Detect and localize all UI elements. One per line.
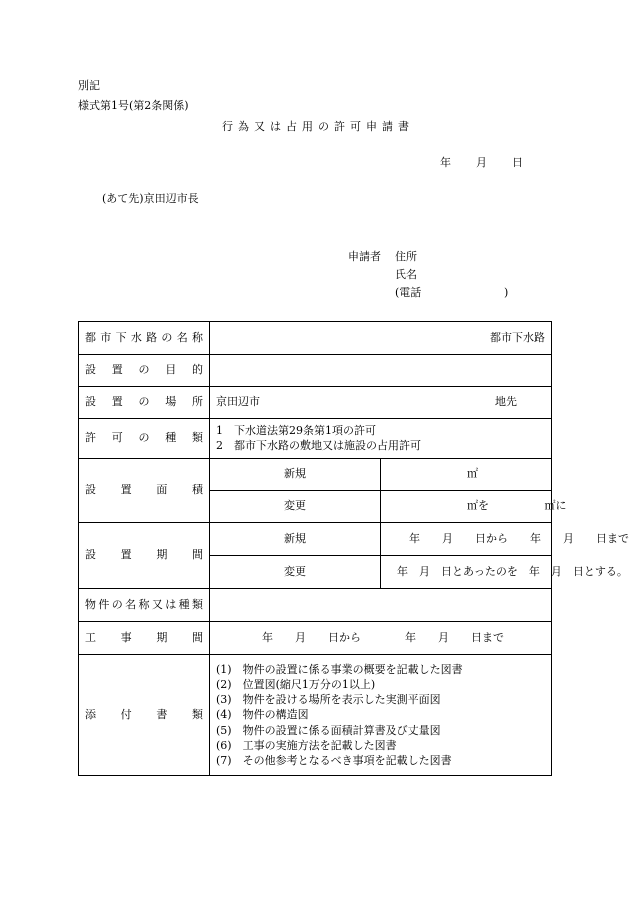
attachment-item: (1) 物件の設置に係る事業の概要を記載した図書 bbox=[216, 662, 463, 676]
attachment-item: (6) 工事の実施方法を記載した図書 bbox=[216, 738, 397, 752]
label-char: 市 bbox=[100, 330, 112, 344]
permit-type-label bbox=[79, 419, 210, 459]
applicant-address-label: 住所 bbox=[395, 250, 417, 263]
construction-label bbox=[79, 622, 210, 655]
label-char: 期 bbox=[156, 548, 168, 562]
label-char: 下 bbox=[115, 330, 127, 344]
label-char: 置 bbox=[120, 483, 132, 497]
label-char: 置 bbox=[111, 395, 123, 409]
row-construction bbox=[79, 622, 552, 655]
row-area-new bbox=[79, 459, 552, 491]
area-label bbox=[79, 459, 210, 523]
period-change-text: 年 月 日とあったのを 年 月 日とする。 bbox=[397, 564, 628, 578]
label-char: 水 bbox=[130, 330, 142, 344]
area-new-label: 新規 bbox=[210, 459, 381, 491]
area-new-value[interactable] bbox=[381, 459, 552, 491]
label-char: の bbox=[161, 330, 173, 344]
sewer-name-label bbox=[79, 322, 210, 355]
area-new-unit: ㎡ bbox=[467, 467, 478, 481]
label-char: 所 bbox=[192, 395, 203, 409]
label-char: は bbox=[165, 597, 177, 611]
date-year: 年 bbox=[440, 156, 451, 169]
label-char: 置 bbox=[111, 363, 123, 377]
label-char: 積 bbox=[191, 483, 203, 497]
label-char: 設 bbox=[85, 395, 96, 409]
date-month: 月 bbox=[476, 156, 487, 169]
label-char: 物 bbox=[85, 597, 96, 611]
permit-type-item-2: 2 都市下水路の敷地又は施設の占用許可 bbox=[216, 438, 421, 452]
object-label bbox=[79, 589, 210, 622]
sewer-name-value[interactable]: 都市下水路 bbox=[210, 322, 552, 355]
label-char: の bbox=[138, 363, 150, 377]
location-value[interactable] bbox=[210, 387, 552, 419]
label-char: 添 bbox=[85, 707, 96, 721]
label-char: 可 bbox=[111, 431, 123, 445]
label-char: 場 bbox=[165, 395, 177, 409]
label-char: 間 bbox=[191, 548, 203, 562]
attachment-item: (3) 物件を設ける場所を表示した実測平面図 bbox=[216, 693, 441, 707]
area-change-value[interactable] bbox=[381, 491, 567, 523]
applicant-phone-open: (電話 bbox=[395, 286, 422, 299]
row-location bbox=[79, 387, 552, 419]
label-char: 件 bbox=[98, 597, 110, 611]
attachments-label bbox=[79, 655, 210, 776]
attachment-item: (4) 物件の構造図 bbox=[216, 708, 309, 722]
label-char: の bbox=[138, 431, 150, 445]
permit-type-value[interactable] bbox=[210, 419, 552, 459]
location-suffix: 地先 bbox=[495, 395, 517, 409]
label-char: 面 bbox=[156, 483, 168, 497]
attachment-item: (7) その他参考となるべき事項を記載した図書 bbox=[216, 753, 452, 767]
application-form-table bbox=[78, 321, 629, 776]
label-char: 事 bbox=[120, 630, 132, 644]
row-object bbox=[79, 589, 552, 622]
label-char: 称 bbox=[138, 597, 150, 611]
label-char: 期 bbox=[156, 630, 168, 644]
label-char: 設 bbox=[85, 548, 96, 562]
label-char: 又 bbox=[151, 597, 163, 611]
row-sewer-name bbox=[79, 322, 552, 355]
annex-label: 別記 bbox=[78, 79, 100, 92]
construction-value[interactable] bbox=[210, 622, 552, 655]
row-permit-type bbox=[79, 419, 552, 459]
label-char: 的 bbox=[192, 363, 203, 377]
row-purpose bbox=[79, 355, 552, 387]
purpose-value[interactable] bbox=[210, 355, 552, 387]
label-char: の bbox=[111, 597, 123, 611]
label-char: 種 bbox=[165, 431, 177, 445]
attachments-value bbox=[210, 655, 552, 776]
applicant-name-label: 氏名 bbox=[395, 268, 417, 281]
label-char: 置 bbox=[120, 548, 132, 562]
label-char: 間 bbox=[191, 630, 203, 644]
label-char: 名 bbox=[125, 597, 137, 611]
permit-type-item-1: 1 下水道法第29条第1項の許可 bbox=[216, 424, 376, 438]
period-new-value[interactable] bbox=[381, 523, 629, 556]
date-day: 日 bbox=[512, 156, 523, 169]
area-change-to: ㎡に bbox=[544, 499, 567, 513]
area-change-label: 変更 bbox=[210, 491, 381, 523]
period-new-label: 新規 bbox=[210, 523, 381, 556]
period-change-label: 変更 bbox=[210, 556, 381, 589]
area-change-from: ㎡を bbox=[467, 499, 489, 513]
label-char: 都 bbox=[85, 330, 96, 344]
label-char: 目 bbox=[165, 363, 177, 377]
period-change-value[interactable] bbox=[381, 556, 628, 589]
label-char: 付 bbox=[120, 707, 132, 721]
attachment-item: (5) 物件の設置に係る面積計算書及び丈量図 bbox=[216, 723, 441, 737]
label-char: の bbox=[138, 395, 150, 409]
row-period-new bbox=[79, 523, 552, 556]
label-char: 種 bbox=[178, 597, 190, 611]
label-char: 設 bbox=[85, 483, 96, 497]
label-char: 工 bbox=[85, 630, 96, 644]
form-number: 様式第1号(第2条関係) bbox=[78, 99, 189, 112]
purpose-label bbox=[79, 355, 210, 387]
location-label bbox=[79, 387, 210, 419]
label-char: 名 bbox=[176, 330, 188, 344]
row-attachments bbox=[79, 655, 552, 776]
label-char: 路 bbox=[146, 330, 158, 344]
page-title: 行為又は占用の許可申請書 bbox=[222, 120, 414, 133]
attachment-item: (2) 位置図(縮尺1万分の1以上) bbox=[216, 678, 376, 692]
label-char: 許 bbox=[85, 431, 96, 445]
applicant-phone-close: ) bbox=[504, 286, 509, 299]
label-char: 設 bbox=[85, 363, 96, 377]
construction-text: 年 月 日から 年 月 日まで bbox=[262, 630, 504, 644]
label-char: 類 bbox=[192, 597, 203, 611]
period-new-text: 年 月 日から 年 月 日まで bbox=[409, 531, 629, 545]
object-value[interactable] bbox=[210, 589, 552, 622]
label-char: 類 bbox=[192, 431, 203, 445]
addressee: (あて先)京田辺市長 bbox=[102, 192, 199, 205]
label-char: 書 bbox=[156, 707, 168, 721]
location-city: 京田辺市 bbox=[216, 395, 260, 409]
label-char: 称 bbox=[191, 330, 203, 344]
period-label bbox=[79, 523, 210, 589]
applicant-label: 申請者 bbox=[348, 250, 381, 263]
label-char: 類 bbox=[191, 707, 203, 721]
